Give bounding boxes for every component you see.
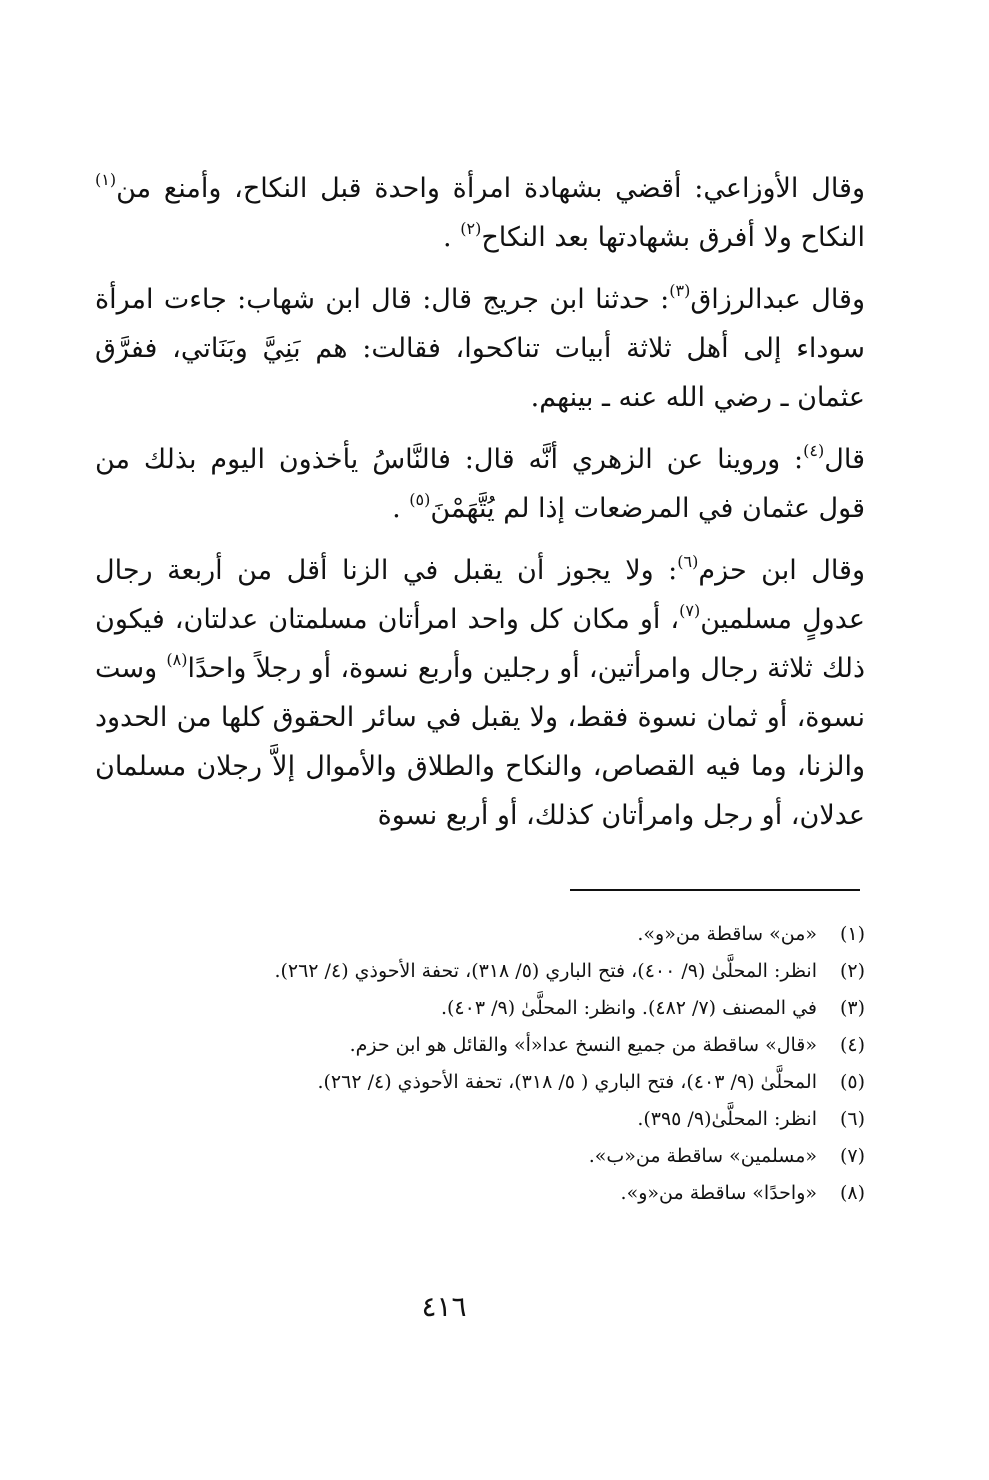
footnote-text: «قال» ساقطة من جميع النسخ عدا«أ» والقائل هو ابن حزم. [349, 1034, 817, 1056]
footnote-item [95, 1175, 865, 1212]
text-run: وقال الأوزاعي: أقضي بشهادة امرأة واحدة قبل النكاح، وأمنع من [116, 173, 865, 204]
footnote-item [95, 953, 865, 990]
footnote-ref: (٥) [409, 490, 431, 509]
footnote-number: (١) [839, 923, 865, 945]
footnote-ref: (٢) [460, 219, 482, 238]
footnote-number: (٥) [839, 1071, 865, 1093]
text-run: . [443, 222, 461, 253]
footnote-item [95, 1138, 865, 1175]
footnote-text: «من» ساقطة من«و». [637, 923, 817, 945]
text-run: . [392, 493, 410, 524]
footnote-text: «واحدًا» ساقطة من«و». [620, 1182, 817, 1204]
paragraph-ibn-hazm [95, 546, 865, 840]
text-run: النكاح ولا أفرق بشهادتها بعد النكاح [481, 222, 865, 253]
paragraph-abdulrazzaq [95, 275, 865, 422]
paragraph-awzai [95, 164, 865, 262]
footnote-text: انظر: المحلَّىٰ(٩/ ٣٩٥). [637, 1108, 817, 1130]
footnote-ref: (٦) [677, 552, 699, 571]
footnote-ref: (٨) [166, 650, 188, 669]
main-text [95, 164, 865, 853]
footnote-text: «مسلمين» ساقطة من«ب». [588, 1145, 817, 1167]
text-run: وقال عبدالرزاق [690, 284, 865, 315]
footnote-ref: (١) [95, 170, 117, 189]
footnote-separator [570, 889, 860, 891]
footnote-ref: (٤) [803, 441, 825, 460]
text-run: ، أو مكان كل واحد امرأتان مسلمتان عدلتان، فيكون ذلك ثلاثة رجال وامرأتين، أو رجلين وأربع نسوة، أو رجلاً واحدًا [95, 604, 865, 684]
text-run: وست نسوة، أو ثمان نسوة فقط، ولا يقبل في سائر الحقوق كلها من الحدود والزنا، وما فيه القصاص، والنكاح والطلاق والأموال إلاَّ رجلان مسلمان عدلان، أو رجل وامرأتان كذلك، أو أربع نسوة [95, 653, 865, 831]
footnote-item [95, 1027, 865, 1064]
footnote-number: (٢) [839, 960, 865, 982]
footnote-number: (٦) [839, 1108, 865, 1130]
text-run: وقال ابن حزم [698, 555, 866, 586]
footnotes [95, 916, 865, 1212]
footnote-item [95, 916, 865, 953]
footnote-text: في المصنف (٧/ ٤٨٢). وانظر: المحلَّىٰ (٩/ ٤٠٣). [440, 997, 817, 1019]
paragraph-zuhri [95, 435, 865, 533]
footnote-item [95, 1064, 865, 1101]
text-run: : وروينا عن الزهري أنَّه قال: فالنَّاسُ يأخذون اليوم بذلك من قول عثمان في المرضعات إذا لم يُتَّهَمْنَ [95, 444, 865, 524]
footnote-item [95, 1101, 865, 1138]
footnote-item [95, 990, 865, 1027]
footnote-text: انظر: المحلَّىٰ (٩/ ٤٠٠)، فتح الباري (٥/ ٣١٨)، تحفة الأحوذي (٤/ ٢٦٢). [274, 960, 817, 982]
text-run: قال [824, 444, 865, 475]
footnote-number: (٧) [839, 1145, 865, 1167]
text-run: : حدثنا ابن جريج قال: قال ابن شهاب: جاءت امرأة سوداء إلى أهل ثلاثة أبيات تناكحوا، فقالت: هم بَنِيَّ وبَنَاتي، ففرَّق عثمان ـ رضي الله عنه ـ بينهم. [95, 284, 865, 413]
footnote-text: المحلَّىٰ (٩/ ٤٠٣)، فتح الباري ( ٥/ ٣١٨)، تحفة الأحوذي (٤/ ٢٦٢). [317, 1071, 817, 1093]
footnote-ref: (٧) [679, 601, 701, 620]
page-number: ٤١٦ [421, 1290, 467, 1323]
footnote-number: (٨) [839, 1182, 865, 1204]
footnote-number: (٣) [839, 997, 865, 1019]
text-run: : ولا يجوز أن يقبل في الزنا أقل من أربعة رجال عدولٍ مسلمين [95, 555, 865, 635]
footnote-ref: (٣) [669, 281, 691, 300]
footnote-number: (٤) [839, 1034, 865, 1056]
